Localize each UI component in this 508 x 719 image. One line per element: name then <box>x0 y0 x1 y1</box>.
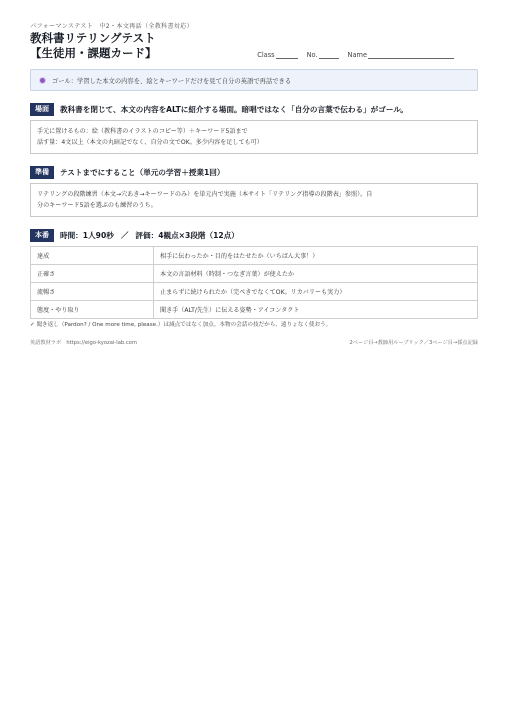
main-section-header <box>30 229 478 242</box>
scene-line: 話す量：4文以上（本文の丸暗記でなく、自分の文でOK。多少内容を足しても可） <box>37 139 263 146</box>
name-label: Name <box>347 51 367 59</box>
table-row <box>31 265 478 283</box>
number-blank[interactable] <box>319 51 339 59</box>
rubric-desc: 聞き手（ALT/先生）に伝える姿勢・アイコンタクト <box>154 301 478 319</box>
rubric-aspect: 態度・やり取り <box>31 301 154 319</box>
class-label: Class <box>257 51 275 59</box>
scene-section-header <box>30 103 478 116</box>
page-subtitle: パフォーマンステスト 中2・本文再話（全教科書対応） <box>30 23 193 30</box>
prep-box <box>30 183 478 217</box>
footer-pages: 2ページ目→教師用ルーブリック／3ページ目→採点記録 <box>349 340 478 346</box>
time-label: 時間：1人90秒 <box>60 231 114 240</box>
prep-line: 分のキーワード5語を選ぶのも練習のうち。 <box>37 202 157 209</box>
page-title: 教科書リテリングテスト <box>30 31 156 45</box>
table-row <box>31 247 478 265</box>
prep-line: リテリングの段階練習（本文→穴あき→キーワードのみ）を単元内で実施（本サイト「リテリング指導の段階表」参照）。自 <box>37 191 373 198</box>
class-blank[interactable] <box>276 51 298 59</box>
prep-section-header <box>30 166 478 179</box>
table-row <box>31 301 478 319</box>
number-field[interactable] <box>307 51 339 59</box>
table-row <box>31 283 478 301</box>
prep-tag: 準備 <box>30 166 54 179</box>
card-title: 【生徒用・課題カード】 <box>30 46 157 60</box>
eval-label: 評価：4観点×3段階（12点） <box>135 231 239 240</box>
rubric-aspect: 達成 <box>31 247 154 265</box>
rubric-note: ✓ 聞き返し（Pardon? / One more time, please.）は減点ではなく加点。本物の会話の技だから、遠りょなく使おう。 <box>30 322 332 328</box>
number-label: No. <box>306 51 318 59</box>
goal-box <box>30 69 478 91</box>
student-fields <box>257 51 454 61</box>
scene-box <box>30 120 478 154</box>
footer <box>30 339 478 346</box>
rubric-aspect: 正確さ <box>31 265 154 283</box>
name-blank[interactable] <box>368 51 454 59</box>
scene-line: 手元に置けるもの：絵（教科書のイラストのコピー等）＋キーワード5語まで <box>37 128 248 135</box>
target-icon <box>39 77 46 84</box>
main-tag: 本番 <box>30 229 54 242</box>
goal-text: ゴール：学習した本文の内容を、絵とキーワードだけを見て自分の英語で再話できる <box>52 77 292 85</box>
scene-tag: 場面 <box>30 103 54 116</box>
title-row <box>30 46 478 61</box>
rubric-desc: 本文の言語材料（時制・つなぎ言葉）が使えたか <box>154 265 478 283</box>
scene-heading: 教科書を閉じて、本文の内容をALTに紹介する場面。暗唱ではなく「自分の言葉で伝わる」がゴール。 <box>60 105 408 114</box>
heading-separator: ／ <box>120 231 129 240</box>
footer-site: 英語教材ラボ https://eigo-kyozai-lab.com <box>30 340 137 346</box>
rubric-desc: 止まらずに続けられたか（完ぺきでなくてOK。リカバリーも実力） <box>154 283 478 301</box>
name-field[interactable] <box>348 51 454 59</box>
rubric-aspect: 流暢さ <box>31 283 154 301</box>
prep-heading: テストまでにすること（単元の学習＋授業1回） <box>60 168 225 177</box>
rubric-table <box>30 246 478 319</box>
rubric-desc: 相手に伝わったか・目的をはたせたか（いちばん大事！） <box>154 247 478 265</box>
class-field[interactable] <box>257 51 297 59</box>
